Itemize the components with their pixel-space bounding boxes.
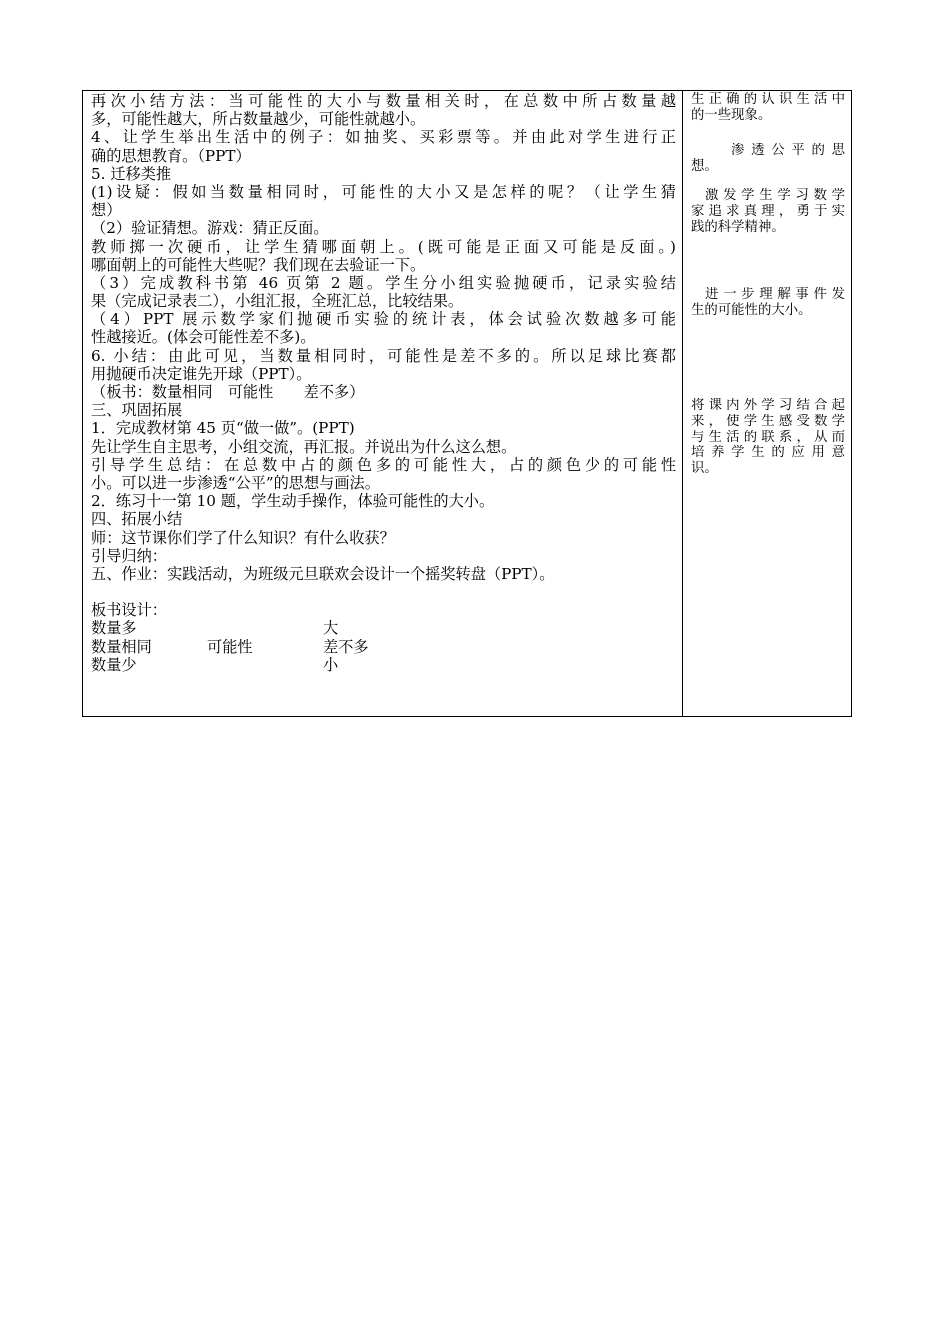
text-line: 用抛硬币决定谁先开球（PPT）。 bbox=[91, 364, 312, 383]
board-cell: 差不多 bbox=[323, 637, 369, 656]
text-line: 再次小结方法：当可能性的大小与数量相关时，在总数中所占数量越 bbox=[91, 92, 676, 110]
board-cell: 小 bbox=[323, 655, 339, 674]
text-line: 想） bbox=[91, 201, 122, 220]
side-note-line: 生正确的认识生活中 bbox=[691, 92, 845, 107]
side-note-line: 激发学生学习数学 bbox=[705, 188, 845, 204]
text-line: 引导归纳： bbox=[91, 546, 167, 565]
text-line: 多，可能性越大，所占数量越少，可能性就越小。 bbox=[91, 110, 426, 129]
text-line: （3）完成教科书第 46 页第 2 题。学生分小组实验抛硬币，记录实验结 bbox=[91, 273, 676, 292]
design-intent-cell bbox=[683, 91, 851, 716]
board-row bbox=[91, 638, 676, 656]
text-line: 确的思想教育。（PPT） bbox=[91, 146, 251, 165]
text-line: 哪面朝上的可能性大些呢？我们现在去验证一下。 bbox=[91, 255, 426, 274]
side-note-line: 想。 bbox=[691, 158, 718, 174]
side-note-line: 将课内外学习结合起 bbox=[691, 398, 845, 414]
spacer bbox=[91, 583, 676, 601]
board-cell: 数量少 bbox=[91, 655, 137, 674]
side-note-line: 识。 bbox=[691, 460, 718, 476]
board-cell: 数量相同 bbox=[91, 637, 152, 656]
side-note-line: 培养学生的应用意 bbox=[691, 445, 845, 461]
text-line: 2．练习十一第 10 题，学生动手操作，体验可能性的大小。 bbox=[91, 492, 495, 511]
section-heading: 四、拓展小结 bbox=[91, 510, 183, 529]
side-note-line: 家追求真理，勇于实 bbox=[691, 203, 845, 219]
text-line: 先让学生自主思考，小组交流，再汇报。并说出为什么这么想。 bbox=[91, 437, 517, 456]
section-heading: 5. 迁移类推 bbox=[91, 164, 172, 183]
text-line: （2）验证猜想。游戏：猜正反面。 bbox=[91, 219, 329, 238]
teaching-process-cell bbox=[83, 91, 683, 716]
side-note-line: 的一些现象。 bbox=[691, 107, 772, 123]
text-line: 小。可以进一步渗透“公平”的思想与画法。 bbox=[91, 473, 380, 492]
text-line: 6. 小结：由此可见，当数量相同时，可能性是差不多的。所以足球比赛都 bbox=[91, 346, 676, 365]
text-line: 教师掷一次硬币，让学生猜哪面朝上。(既可能是正面又可能是反面。) bbox=[91, 237, 676, 256]
lesson-plan-table bbox=[82, 90, 852, 717]
text-line: 五、作业：实践活动，为班级元旦联欢会设计一个摇奖转盘（PPT）。 bbox=[91, 564, 555, 583]
side-note-line: 进一步理解事件发 bbox=[705, 287, 845, 303]
board-cell: 数量多 bbox=[91, 619, 137, 638]
side-note-line: 来，使学生感受数学 bbox=[691, 413, 845, 429]
board-design-title: 板书设计： bbox=[91, 601, 167, 620]
text-line: 师：这节课你们学了什么知识？有什么收获？ bbox=[91, 528, 395, 547]
text-line: 引导学生总结：在总数中占的颜色多的可能性大，占的颜色少的可能性 bbox=[91, 455, 676, 474]
board-row bbox=[91, 619, 676, 637]
board-cell: 可能性 bbox=[207, 637, 253, 656]
text-line: 果（完成记录表二），小组汇报，全班汇总，比较结果。 bbox=[91, 292, 464, 311]
board-cell: 大 bbox=[323, 619, 339, 638]
text-line: 性越接近。(体会可能性差不多)。 bbox=[91, 328, 316, 347]
text-line: （4）PPT 展示数学家们抛硬币实验的统计表，体会试验次数越多可能 bbox=[91, 310, 676, 329]
text-line: 1．完成教材第 45 页“做一做”。(PPT) bbox=[91, 419, 355, 438]
board-row bbox=[91, 656, 676, 674]
text-line: （板书：数量相同 可能性 差不多） bbox=[91, 383, 365, 401]
side-note-line: 生的可能性的大小。 bbox=[691, 302, 812, 318]
text-line: 4、让学生举出生活中的例子：如抽奖、买彩票等。并由此对学生进行正 bbox=[91, 128, 676, 147]
section-heading: 三、巩固拓展 bbox=[91, 401, 183, 420]
text-line: (1)设疑：假如当数量相同时，可能性的大小又是怎样的呢？（让学生猜 bbox=[91, 182, 676, 201]
side-note-line: 与生活的联系，从而 bbox=[691, 429, 845, 445]
side-note-line: 渗透公平的思 bbox=[731, 143, 845, 159]
side-note-line: 践的科学精神。 bbox=[691, 219, 785, 235]
